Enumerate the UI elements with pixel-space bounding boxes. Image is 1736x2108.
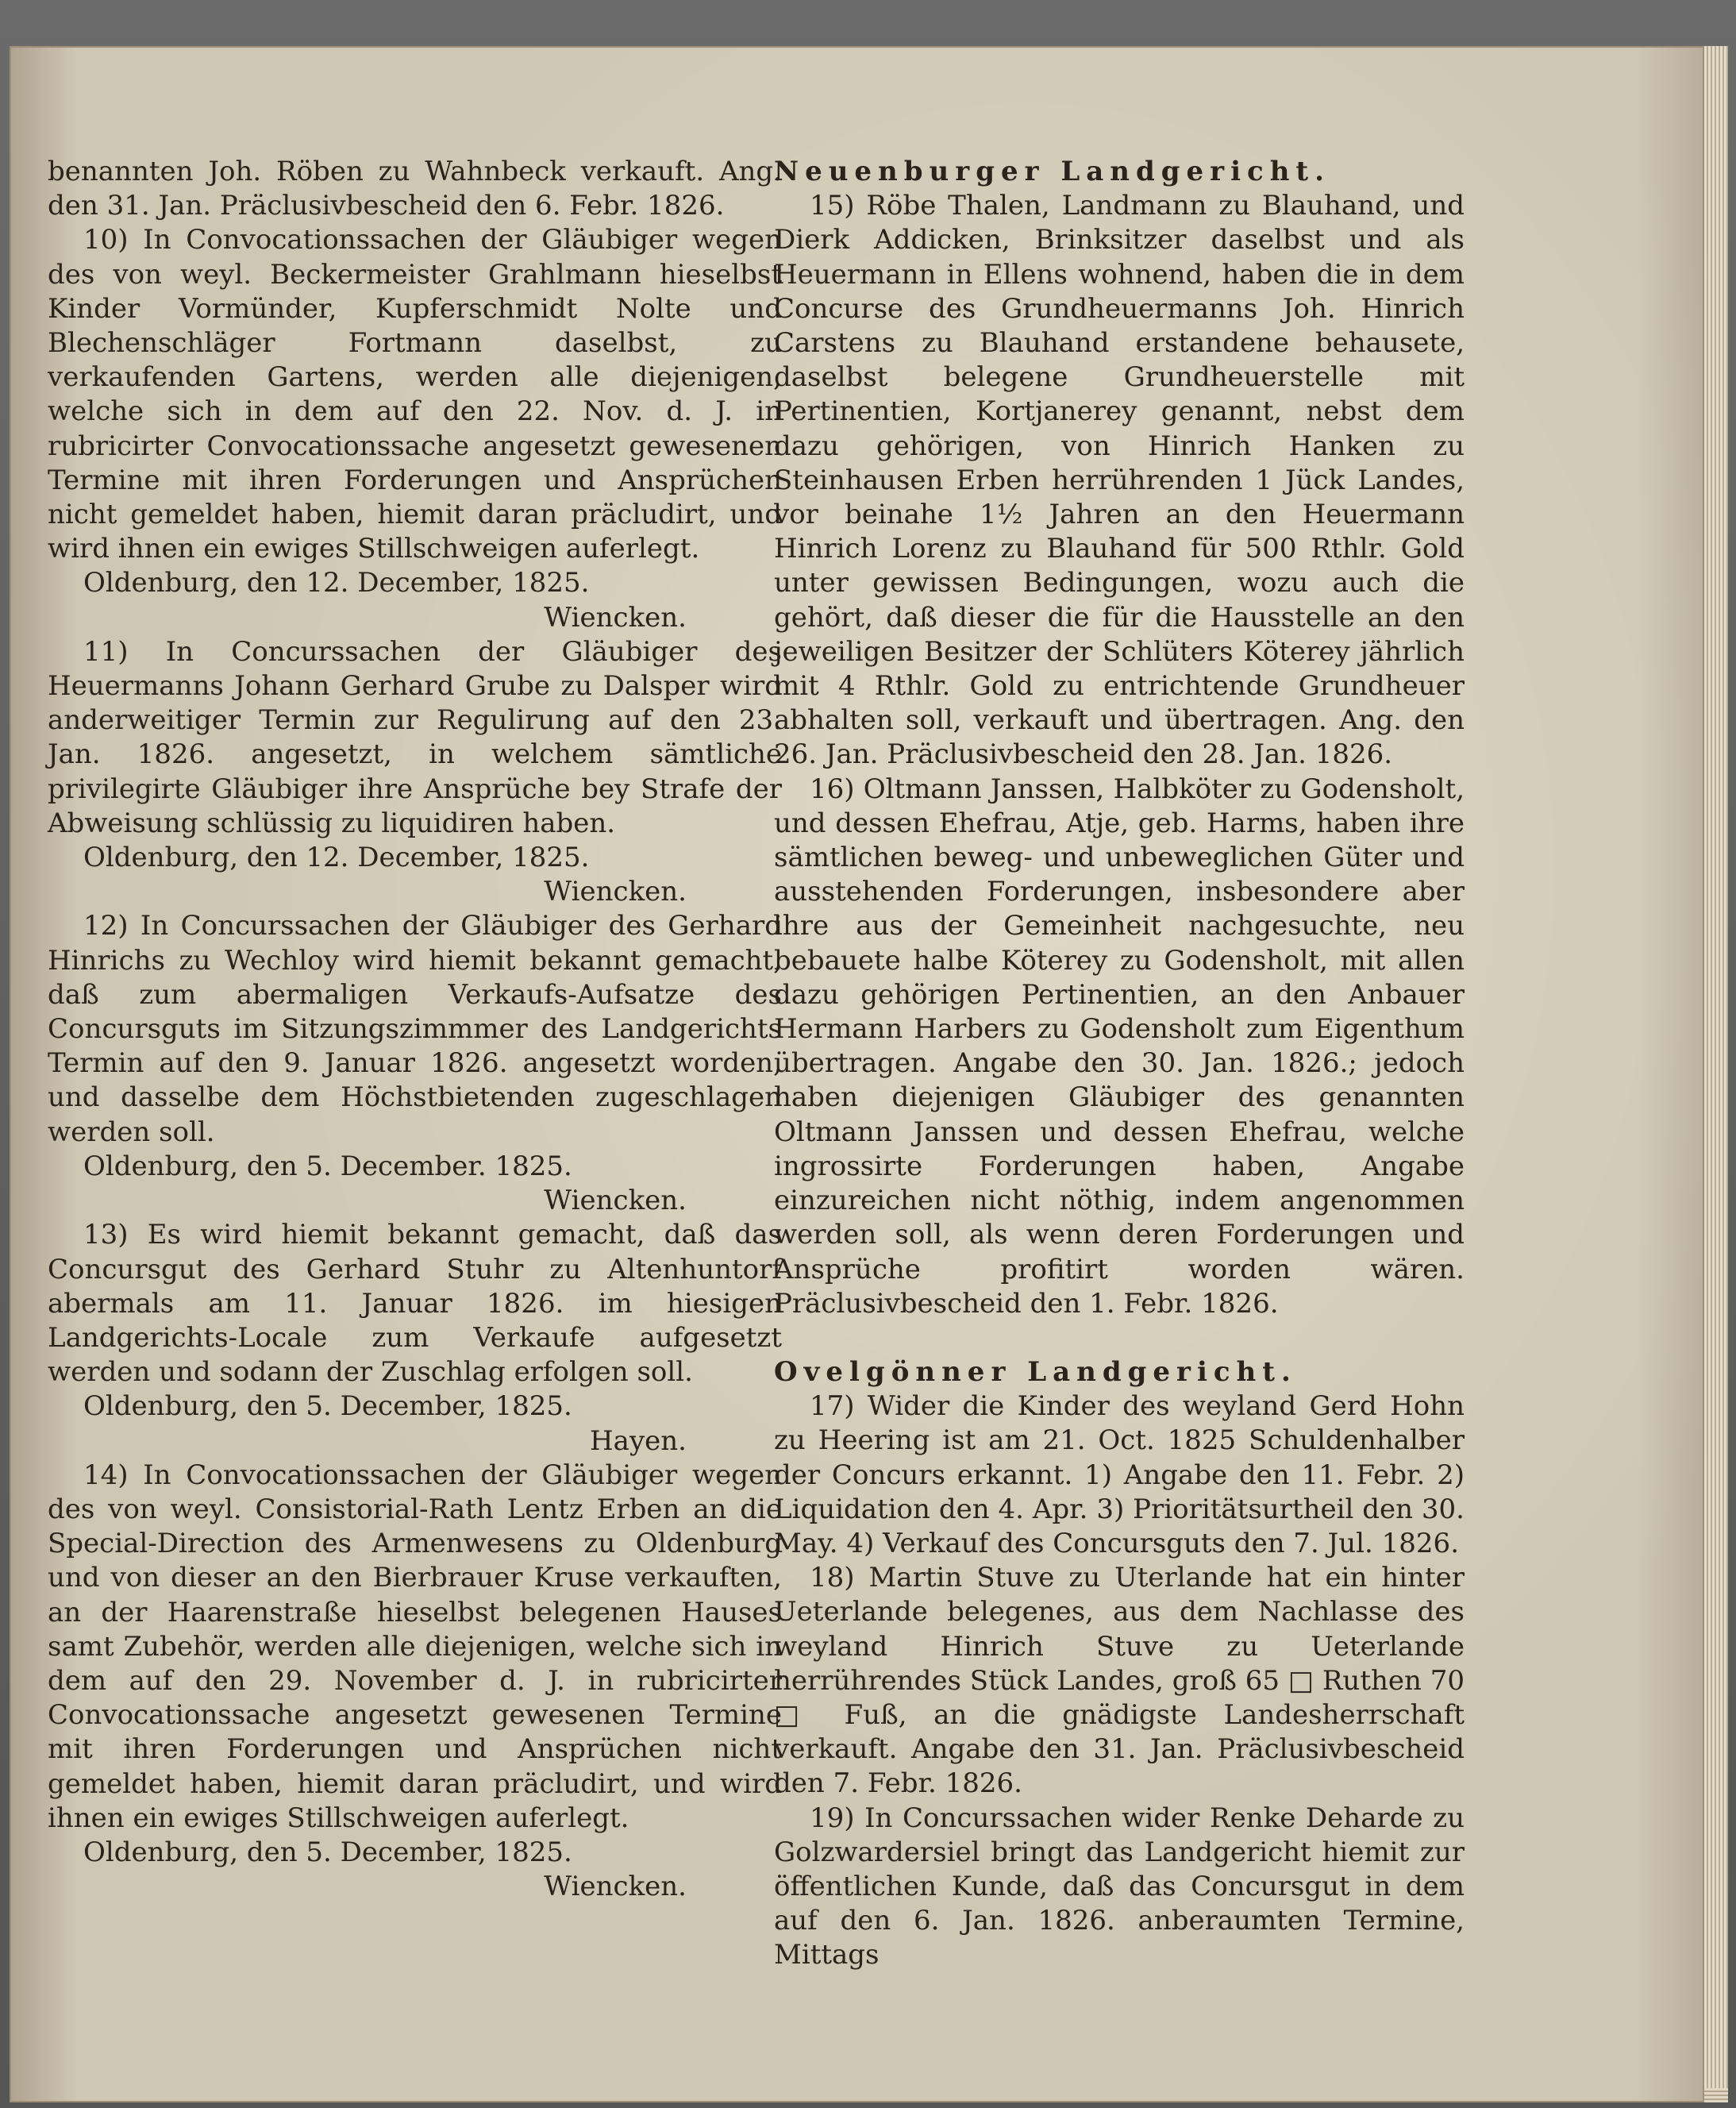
paragraph-19: 19) In Concurssachen wider Renke Deharde zu Golzwardersiel bringt das Landgericht hiemit zur öffentlichen Kunde, daß das Concursgut in dem auf den 6. Jan. 1826. anberaumten Termine, Mittags (774, 1802, 1465, 1971)
signature-11: Wiencken. (544, 876, 687, 908)
paragraph-continuation: benannten Joh. Röben zu Wahnbeck verkauft. Ang. den 31. Jan. Präclusivbescheid den 6. Febr. 1826. (48, 156, 782, 222)
paragraph-15: 15) Röbe Thalen, Landmann zu Blauhand, und Dierk Addicken, Brinksitzer daselbst und als Heuermann in Ellens wohnend, haben die in dem Concurse des Grundheuermanns Joh. Hinrich Carstens zu Blauhand erstandene behausete, daselbst belegene Grundheuerstelle mit Pertinentien, Kortjanerey genannt, nebst dem dazu gehörigen, von Hinrich Hanken zu Steinhausen Erben herrührenden 1 Jück Landes, vor beinahe 1½ Jahren an den Heuermann Hinrich Lorenz zu Blauhand für 500 Rthlr. Gold unter gewissen Bedingungen, wozu auch die gehört, daß dieser die für die Hausstelle an den jeweiligen Besitzer der Schlüters Köterey jährlich mit 4 Rthlr. Gold zu entrichtende Grundheuer abhalten soll, verkauft und übertragen. Ang. den 26. Jan. Präclusivbescheid den 28. Jan. 1826. (774, 190, 1465, 771)
paragraph-10: 10) In Convocationssachen der Gläubiger wegen des von weyl. Beckermeister Grahlmann hieselbst Kinder Vormünder, Kupferschmidt Nolte und Blechenschläger Fortmann daselbst, zu verkaufenden Gartens, werden alle diejenigen, welche sich in dem auf den 22. Nov. d. J. in rubricirter Convocationssache angesetzt gewesenen Termine mit ihren Forderungen und Ansprüchen nicht gemeldet haben, hiemit daran präcludirt, und wird ihnen ein ewiges Stillschweigen auferlegt. (48, 224, 782, 565)
section-gap (774, 1321, 1465, 1355)
signature-13: Hayen. (590, 1424, 687, 1457)
section-heading-neuenburg: Neuenburger Landgericht. (774, 156, 1330, 187)
right-column (774, 155, 1465, 1973)
place-date-10: Oldenburg, den 12. December, 1825. (83, 567, 590, 599)
place-date-12: Oldenburg, den 5. December. 1825. (83, 1150, 572, 1182)
place-date-14: Oldenburg, den 5. December, 1825. (83, 1836, 572, 1868)
paragraph-16: 16) Oltmann Janssen, Halbköter zu Godensholt, und dessen Ehefrau, Atje, geb. Harms, haben ihre sämtlichen beweg- und unbeweglichen Güter und ausstehenden Forderungen, insbesondere aber ihre aus der Gemeinheit nachgesuchte, neu bebauete halbe Köterey zu Godensholt, mit allen dazu gehörigen Pertinentien, an den Anbauer Hermann Harbers zu Godensholt zum Eigenthum übertragen. Angabe den 30. Jan. 1826.; jedoch haben diejenigen Gläubiger des genannten Oltmann Janssen und dessen Ehefrau, welche ingrossirte Forderungen haben, Angabe einzureichen nicht nöthig, indem angenommen werden soll, als wenn deren Forderungen und Ansprüche profitirt worden wären. Präclusivbescheid den 1. Febr. 1826. (774, 773, 1465, 1320)
left-column (48, 155, 782, 1904)
paragraph-18: 18) Martin Stuve zu Uterlande hat ein hinter Ueterlande belegenes, aus dem Nachlasse des weyland Hinrich Stuve zu Ueterlande herrührendes Stück Landes, groß 65 □ Ruthen 70 □ Fuß, an die gnädigste Landesherrschaft verkauft. Angabe den 31. Jan. Präclusivbescheid den 7. Febr. 1826. (774, 1562, 1465, 1800)
signature-12: Wiencken. (544, 1185, 687, 1217)
paragraph-11: 11) In Concurssachen der Gläubiger des Heuermanns Johann Gerhard Grube zu Dalsper wird anderweitiger Termin zur Regulirung auf den 23. Jan. 1826. angesetzt, in welchem sämtliche privilegirte Gläubiger ihre Ansprüche bey Strafe der Abweisung schlüssig zu liquidiren haben. (48, 635, 782, 839)
page-edge-right (1704, 46, 1728, 2102)
signature-14: Wiencken. (544, 1871, 687, 1903)
paragraph-12: 12) In Concurssachen der Gläubiger des Gerhard Hinrichs zu Wechloy wird hiemit bekannt gemacht, daß zum abermaligen Verkaufs-Aufsatze des Concursguts im Sitzungszimmmer des Landgerichts Termin auf den 9. Januar 1826. angesetzt worden, und dasselbe dem Höchstbietenden zugeschlagen werden soll. (48, 910, 782, 1148)
section-heading-ovelgoenne: Ovelgönner Landgericht. (774, 1355, 1297, 1388)
paragraph-13: 13) Es wird hiemit bekannt gemacht, daß das Concursgut des Gerhard Stuhr zu Altenhuntorf abermals am 11. Januar 1826. im hiesigen Landgerichts-Locale zum Verkaufe aufgesetzt werden und sodann der Zuschlag erfolgen soll. (48, 1219, 782, 1389)
place-date-13: Oldenburg, den 5. December, 1825. (83, 1390, 572, 1423)
paragraph-14: 14) In Convocationssachen der Gläubiger wegen des von weyl. Consistorial-Rath Lentz Erben an die Special-Direction des Armenwesens zu Oldenburg und von dieser an den Bierbrauer Kruse verkauften, an der Haarenstraße hieselbst belegenen Hauses samt Zubehör, werden alle diejenigen, welche sich in dem auf den 29. November d. J. in rubricirter Convocationssache angesetzt gewesenen Termine mit ihren Forderungen und Ansprüchen nicht gemeldet haben, hiemit daran präcludirt, und wird ihnen ein ewiges Stillschweigen auferlegt. (48, 1459, 782, 1834)
signature-10: Wiencken. (544, 601, 687, 634)
place-date-11: Oldenburg, den 12. December, 1825. (83, 842, 590, 874)
paragraph-17: 17) Wider die Kinder des weyland Gerd Hohn zu Heering ist am 21. Oct. 1825 Schuldenhalber der Concurs erkannt. 1) Angabe den 11. Febr. 2) Liquidation den 4. Apr. 3) Prioritätsurtheil den 30. May. 4) Verkauf des Concursguts den 7. Jul. 1826. (774, 1390, 1465, 1559)
